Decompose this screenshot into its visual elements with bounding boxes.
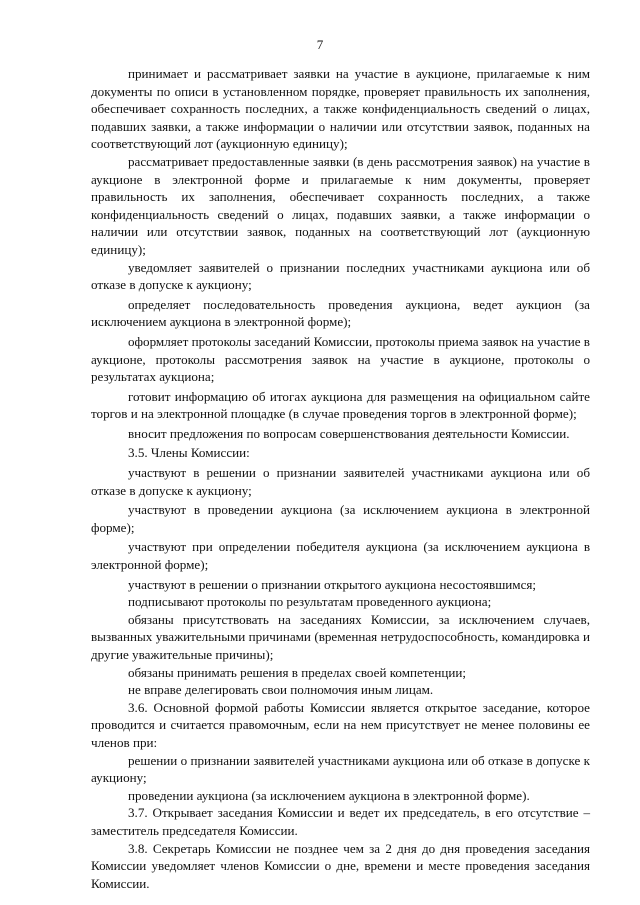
paragraph: 3.6. Основной формой работы Комиссии является открытое заседание, которое проводится и считается правомочным, если на нем присутствует не менее половины ее членов при: <box>91 699 590 750</box>
document-body <box>91 65 590 892</box>
paragraph: 3.7. Открывает заседания Комиссии и ведет их председатель, в его отсутствие – заместитель председателя Комиссии. <box>91 805 590 838</box>
paragraph: не вправе делегировать свои полномочия иным лицам. <box>128 682 434 698</box>
paragraph: участвуют в решении о признании открытого аукциона несостоявшимся; <box>128 576 537 592</box>
paragraph: определяет последовательность проведения аукциона, ведет аукцион (за исключением аукциона в электронной форме); <box>91 296 590 330</box>
paragraph: уведомляет заявителей о признании последних участниками аукциона или об отказе в допуске к аукциону; <box>91 259 590 293</box>
page-number: 7 <box>316 37 324 52</box>
paragraph: оформляет протоколы заседаний Комиссии, протоколы приема заявок на участие в аукционе, протоколы рассмотрения заявок на участие в аукционе, протоколы о результатах аукциона; <box>91 333 590 385</box>
section-heading: 3.5. Члены Комиссии: <box>128 445 250 461</box>
paragraph: подписывают протоколы по результатам проведенного аукциона; <box>128 594 492 610</box>
paragraph: обязаны присутствовать на заседаниях Комиссии, за исключением случаев, вызванных уважительными причинами (временная нетрудоспособность, командировка и другие уважительные причины); <box>91 611 590 662</box>
paragraph: готовит информацию об итогах аукциона для размещения на официальном сайте торгов и на электронной площадке (в случае проведения торгов в электронной форме); <box>91 388 590 422</box>
paragraph: обязаны принимать решения в пределах своей компетенции; <box>128 664 467 680</box>
paragraph: вносит предложения по вопросам совершенствования деятельности Комиссии. <box>128 425 570 441</box>
paragraph: участвуют в проведении аукциона (за исключением аукциона в электронной форме); <box>91 502 590 535</box>
paragraph: рассматривает предоставленные заявки (в день рассмотрения заявок) на участие в аукционе в электронной форме и прилагаемые к ним документы, проверяет правильность их заполнения, обеспечивает сохранность последних, а также конфиденциальность сведений о лицах, подавших заявки, а также информации о наличии или отсутствии заявок, поданных на соответствующий лот (аукционную единицу); <box>91 153 590 257</box>
paragraph: участвуют в решении о признании заявителей участниками аукциона или об отказе в допуске к аукциону; <box>91 465 590 498</box>
paragraph: 3.8. Секретарь Комиссии не позднее чем за 2 дня до дня проведения заседания Комиссии уведомляет членов Комиссии о дне, времени и месте проведения заседания Комиссии. <box>91 840 590 891</box>
paragraph: участвуют при определении победителя аукциона (за исключением аукциона в электронной форме); <box>91 539 590 573</box>
paragraph: принимает и рассматривает заявки на участие в аукционе, прилагаемые к ним документы по описи в установленном порядке, проверяет правильность их заполнения, обеспечивает сохранность последних, а также конфиденциальность сведений о лицах, подавших заявки, а также информации о наличии или отсутствии заявок, поданных на соответствующий лот (аукционную единицу); <box>91 66 590 152</box>
paragraph: решении о признании заявителей участниками аукциона или об отказе в допуске к аукциону; <box>91 752 590 786</box>
paragraph: проведении аукциона (за исключением аукциона в электронной форме). <box>128 787 530 803</box>
